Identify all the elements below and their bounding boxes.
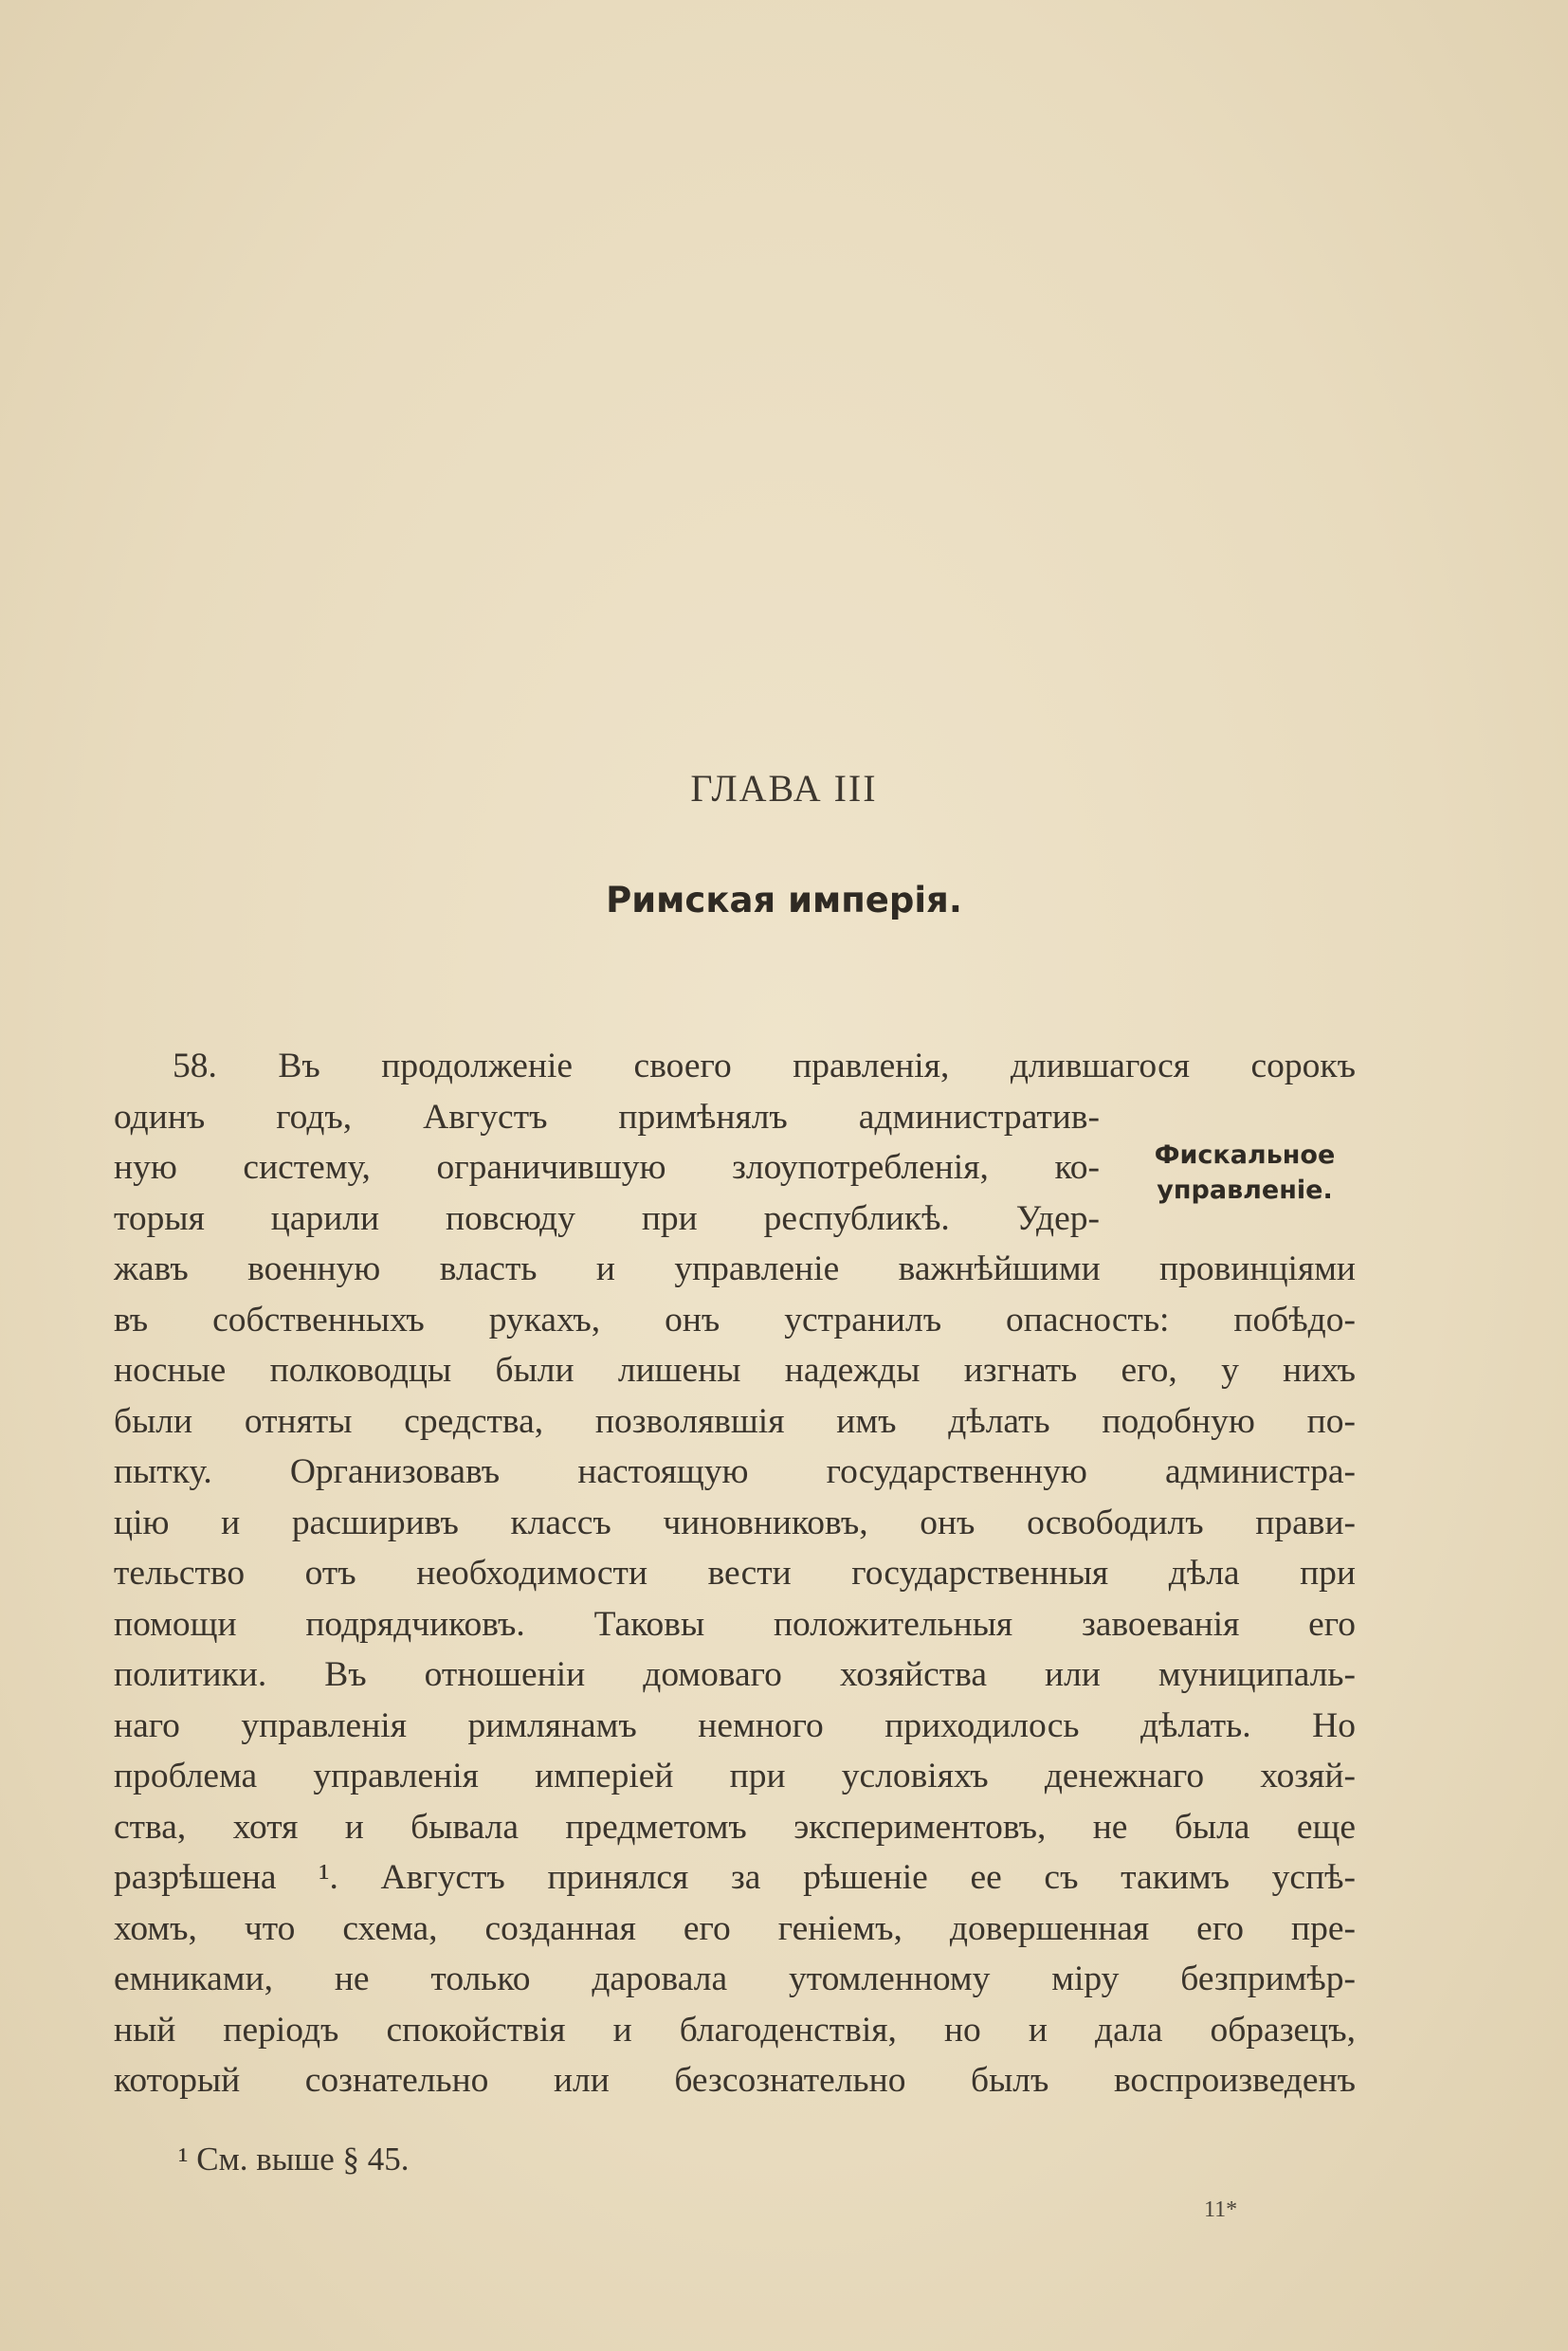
- text-line: проблема управленія имперіей при условіяхъ денежнаго хозяй-: [114, 1757, 1356, 1795]
- text-line: одинъ годъ, Августъ примѣнялъ административ-: [114, 1097, 1100, 1137]
- text-line: ства, хотя и бывала предметомъ экспериментовъ, не была еще: [114, 1807, 1356, 1847]
- text-line: помощи подрядчиковъ. Таковы положительныя завоеванія его: [114, 1604, 1356, 1644]
- text-line: носные полководцы были лишены надежды изгнать его, у нихъ: [114, 1351, 1356, 1390]
- text-line: тельство отъ необходимости вести государственныя дѣла при: [114, 1554, 1356, 1593]
- text-line: цію и расширивъ классъ чиновниковъ, онъ освободилъ прави-: [114, 1503, 1356, 1542]
- show-through-texture: [123, 85, 1384, 692]
- margin-note-line-2: управленіе.: [1157, 1176, 1333, 1205]
- chapter-title: Римская имперія.: [606, 880, 962, 920]
- text-line: который сознательно или безсознательно былъ воспроизведенъ: [114, 2061, 1356, 2100]
- text-line: ный періодъ спокойствія и благоденствія, но и дала образецъ,: [114, 2010, 1356, 2050]
- text-line: были отняты средства, позволявшія имъ дѣлать подобную по-: [114, 1401, 1356, 1441]
- text-line: торыя царили повсюду при республикѣ. Удер-: [114, 1198, 1100, 1238]
- text-line: 58. Въ продолженіе своего правленія, длившагося сорокъ: [173, 1047, 1356, 1085]
- text-line: разрѣшена ¹. Августъ принялся за рѣшеніе ее съ такимъ успѣ-: [114, 1858, 1356, 1897]
- text-line: пытку. Организовавъ настоящую государственную администра-: [114, 1452, 1356, 1491]
- text-line: емниками, не только даровала утомленному міру безпримѣр-: [114, 1959, 1356, 1998]
- body-text: [114, 1041, 1356, 2106]
- text-line: ную систему, ограничившую злоупотребленія, ко-: [114, 1148, 1100, 1187]
- margin-note-line-1: Фискальное: [1154, 1140, 1336, 1170]
- text-line: въ собственныхъ рукахъ, онъ устранилъ опасность: побѣдо-: [114, 1300, 1356, 1340]
- chapter-heading: ГЛАВА III: [690, 767, 878, 810]
- text-line: хомъ, что схема, созданная его геніемъ, довершенная его пре-: [114, 1908, 1356, 1948]
- footnote: ¹ См. выше § 45.: [178, 2141, 410, 2178]
- text-line: политики. Въ отношеніи домоваго хозяйства или муниципаль-: [114, 1655, 1356, 1694]
- text-line: жавъ военную власть и управленіе важнѣйшими провинціями: [114, 1249, 1356, 1288]
- page-number: 11*: [1204, 2197, 1238, 2222]
- text-line: наго управленія римлянамъ немного приходилось дѣлать. Но: [114, 1705, 1356, 1745]
